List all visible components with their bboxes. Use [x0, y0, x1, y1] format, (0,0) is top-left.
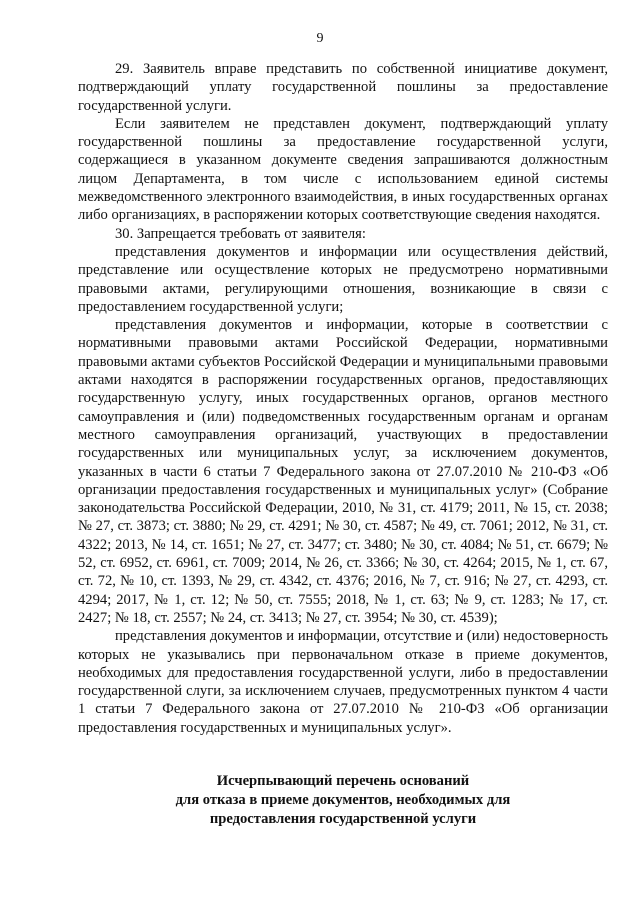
heading-line-2: для отказа в приеме документов, необходимых для — [175, 792, 511, 808]
section-heading — [78, 772, 608, 829]
paragraph-fee-document: Если заявителем не представлен документ, подтверждающий уплату государственной пошлины за предоставление государственной услуги, содержащиеся в указанном документе сведения запрашиваются должностным лицом Департамента, в том числе с использованием единой системы межведомственного электронного взаимодействия, в иных государственных органах либо организациях, в распоряжении которых соответствующие сведения находятся. — [78, 115, 608, 224]
paragraph-prohibition-3: представления документов и информации, отсутствие и (или) недостоверность которых не указывались при первоначальном отказе в приеме документов, необходимых для предоставления государственной услуги, либо в предоставлении государственной слуги, за исключением случаев, предусмотренных пунктом 4 части 1 статьи 7 Федерального закона от 27.07.2010 № 210-ФЗ «Об организации предоставления государственных и муниципальных услуг». — [78, 628, 608, 736]
paragraph-30: 30. Запрещается требовать от заявителя: — [115, 225, 366, 242]
page-number: 9 — [316, 31, 324, 46]
heading-line-1: Исчерпывающий перечень оснований — [216, 773, 470, 789]
document-body — [78, 60, 608, 737]
heading-line-3: предоставления государственной услуги — [209, 811, 477, 827]
paragraph-prohibition-1: представления документов и информации или осуществления действий, представление или осуществление которых не предусмотрено нормативными правовыми актами, регулирующими отношения, возникающие в связи с предоставлением государственной услуги; — [78, 243, 608, 315]
paragraph-prohibition-2: представления документов и информации, которые в соответствии с нормативными правовыми актами Российской Федерации, нормативными правовыми актами субъектов Российской Федерации и муниципальными правовыми актами находятся в распоряжении государственных органов, предоставляющих государственную услугу, иных государственных органов, органов местного самоуправления и (или) подведомственных государственным органам и органам местного самоуправления организаций, участвующих в предоставлении государственных или муниципальных услуг, за исключением документов, указанных в части 6 статьи 7 Федерального закона от 27.07.2010 № 210-ФЗ «Об организации предоставления государственных и муниципальных услуг» (Собрание законодательства Российской Федерации, 2010, № 31, ст. 4179; 2011, № 15, ст. 2038; № 27, ст. 3873; ст. 3880; № 29, ст. 4291; № 30, ст. 4587; № 49, ст. 7061; 2012, № 31, ст. 4322; 2013, № 14, ст. 1651; № 27, ст. 3477; ст. 3480; № 30, ст. 4084; № 51, ст. 6679; № 52, ст. 6952, ст. 6961, ст. 7009; 2014, № 26, ст. 3366; № 30, ст. 4264; 2015, № 1, ст. 67, ст. 72, № 10, ст. 1393, № 29, ст. 4342, ст. 4376; 2016, № 7, ст. 916; № 27, ст. 4293, ст. 4294; 2017, № 1, ст. 12; № 50, ст. 7555; 2018, № 1, ст. 63; № 9, ст. 1283; № 17, ст. 2427; № 18, ст. 2557; № 24, ст. 3413; № 27, ст. 3954; № 30, ст. 4539); — [78, 317, 608, 626]
paragraph-29: 29. Заявитель вправе представить по собственной инициативе документ, подтверждающий уплату государственной пошлины за предоставление государственной услуги. — [78, 61, 608, 114]
